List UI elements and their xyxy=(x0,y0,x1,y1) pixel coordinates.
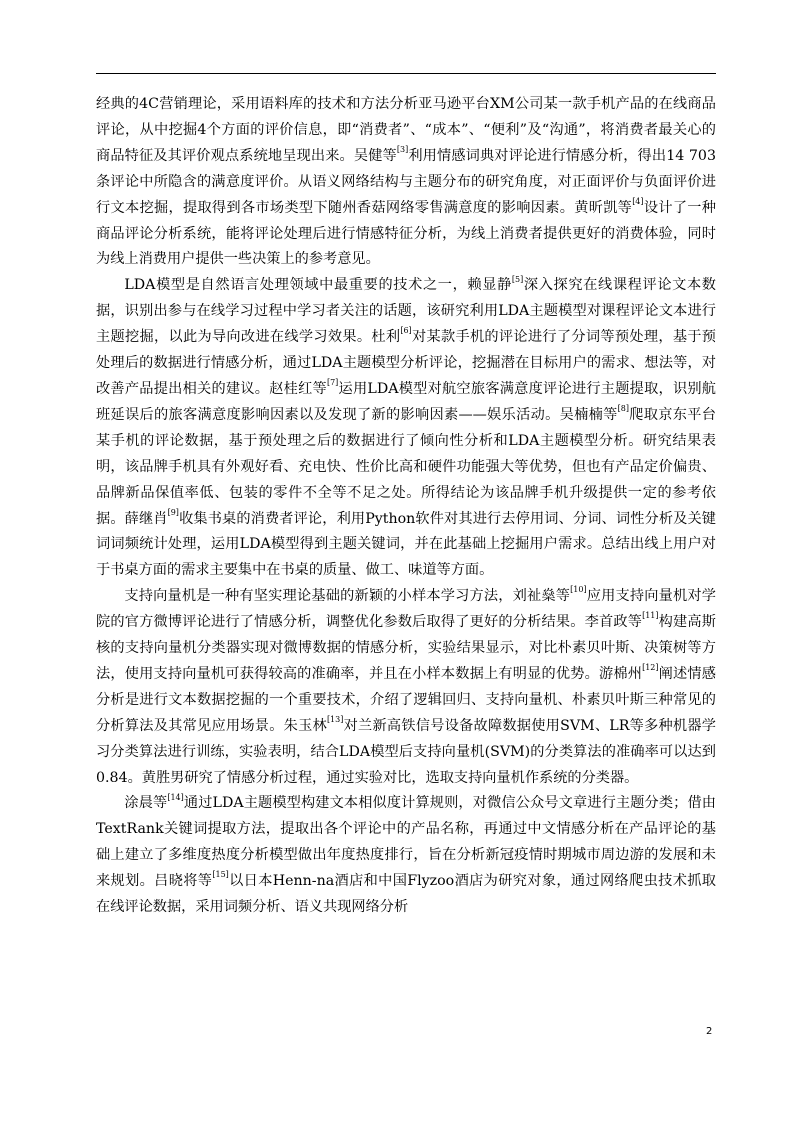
citation-ref: [13] xyxy=(326,715,344,725)
paragraph-p1 xyxy=(96,92,716,273)
paragraph-text: 深入探究在线课程评论文本数据，识别出参与在线学习过程中学习者关注的话题，该研究利用LDA主题模型对课程评论文本进行主题挖掘，以此为导向改进在线学习效果。杜利 xyxy=(96,277,716,346)
citation-ref: [6] xyxy=(400,326,412,336)
citation-ref: [7] xyxy=(326,378,339,388)
page-number: 2 xyxy=(706,1026,713,1037)
citation-ref: [10] xyxy=(570,585,587,595)
paragraph-text: 对某款手机的评论进行了分词等预处理，基于预处理后的数据进行情感分析，通过LDA主题模型分析评论，挖掘潜在目标用户的需求、想法等，对改善产品提出相关的建议。赵桂红等 xyxy=(96,329,716,397)
body-text xyxy=(96,92,716,921)
paragraph-text: LDA模型是自然语言处理领域中最重要的技术之一，赖显静 xyxy=(124,277,512,294)
paragraph-text: 经典的4C营销理论，采用语料库的技术和方法分析亚马逊平台XM公司某一款手机产品的在线商品评论，从中挖掘4个方面的评价信息，即“消费者”、“成本”、“便利”及“沟通”，将消费者最关心的商品特征及其评价观点系统地呈现出来。吴健等 xyxy=(96,96,716,164)
citation-ref: [14] xyxy=(167,792,184,802)
paragraph-text: 构建高斯核的支持向量机分类器实现对微博数据的情感分析，实验结果显示，对比朴素贝叶斯、决策树等方法，使用支持向量机可获得较高的准确率，并且在小样本数据上有明显的优势。游棉州 xyxy=(96,614,716,682)
paragraph-text: 爬取京东平台某手机的评论数据，基于预处理之后的数据进行了倾向性分析和LDA主题模型分析。研究结果表明，该品牌手机具有外观好看、充电快、性价比高和硬件功能强大等优势，但也有产品定价偏贵、品牌新品保值率低、包装的零件不全等不足之处。所得结论为该品牌手机升级提供一定的参考依据。薛继肖 xyxy=(96,406,716,527)
paragraph-text: 通过LDA主题模型构建文本相似度计算规则，对微信公众号文章进行主题分类；借由TextRank关键词提取方法，提取出各个评论中的产品名称，再通过中文情感分析在产品评论的基础上建立了多维度热度分析模型做出年度热度排行，旨在分析新冠疫情时期城市周边游的发展和未来规划。吕晓将等 xyxy=(96,795,716,890)
paragraph-text: 应用支持向量机对学院的官方微博评论进行了情感分析，调整优化参数后取得了更好的分析结果。李首政等 xyxy=(96,588,716,631)
header-rule xyxy=(96,73,716,74)
citation-ref: [15] xyxy=(212,870,229,880)
paragraph-p3 xyxy=(96,584,716,791)
paragraph-text: 支持向量机是一种有坚实理论基础的新颖的小样本学习方法，刘祉燊等 xyxy=(124,588,571,605)
citation-ref: [12] xyxy=(642,663,659,673)
paragraph-text: 阐述情感分析是进行文本数据挖掘的一个重要技术，介绍了逻辑回归、支持向量机、朴素贝叶斯三种常见的分析算法及其常见应用场景。朱玉林 xyxy=(96,665,716,734)
citation-ref: [5] xyxy=(511,274,524,284)
citation-ref: [4] xyxy=(632,196,644,206)
paragraph-text: 设计了一种商品评论分析系统，能将评论处理后进行情感特征分析，为线上消费者提供更好的消费体验，同时为线上消费用户提供一些决策上的参考意见。 xyxy=(96,199,716,268)
paragraph-text: 涂晨等 xyxy=(124,795,168,812)
paragraph-text: 收集书桌的消费者评论，利用Python软件对其进行去停用词、分词、词性分析及关键词词频统计处理，运用LDA模型得到主题关键词，并在此基础上挖掘用户需求。总结出线上用户对于书桌方面的需求主要集中在书桌的质量、做工、味道等方面。 xyxy=(96,510,716,579)
paragraph-p2 xyxy=(96,273,716,584)
paragraph-text: 利用情感词典对评论进行情感分析，得出14 703条评论中所隐含的满意度评价。从语义网络结构与主题分布的研究角度，对正面评价与负面评价进行文本挖掘，提取得到各市场类型下随州香菇网络零售满意度的影响因素。黄昕凯等 xyxy=(96,147,716,216)
citation-ref: [8] xyxy=(617,404,629,414)
paragraph-text: 对兰新高铁信号设备故障数据使用SVM、LR等多种机器学习分类算法进行训练，实验表明，结合LDA模型后支持向量机(SVM)的分类算法的准确率可以达到0.84。黄胜男研究了情感分析过程，通过实验对比，选取支持向量机作系统的分类器。 xyxy=(96,717,716,786)
paragraph-p4 xyxy=(96,791,716,921)
paragraph-text: 以日本Henn-na酒店和中国Flyzoo酒店为研究对象，通过网络爬虫技术抓取在线评论数据，采用词频分析、语义共现网络分析 xyxy=(96,873,716,916)
paragraph-text: 运用LDA模型对航空旅客满意度评论进行主题提取，识别航班延误后的旅客满意度影响因素以及发现了新的影响因素——娱乐活动。吴楠楠等 xyxy=(96,380,716,423)
citation-ref: [11] xyxy=(642,611,659,621)
citation-ref: [3] xyxy=(396,145,409,155)
citation-ref: [9] xyxy=(167,507,179,517)
